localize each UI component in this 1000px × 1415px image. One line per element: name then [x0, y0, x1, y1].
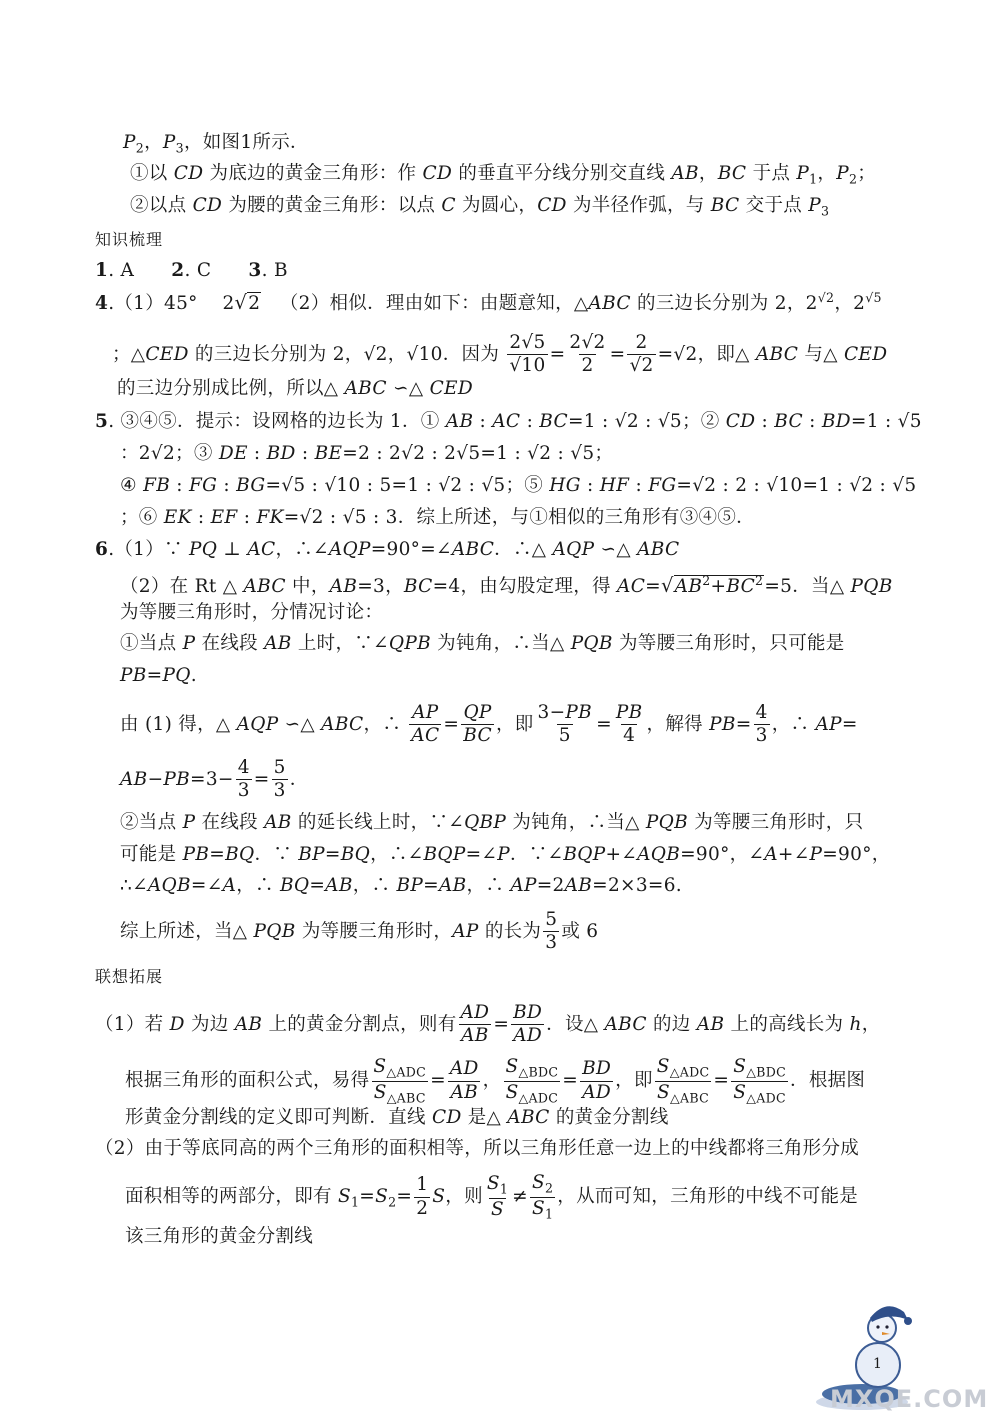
text-line: ；△CED 的三边长分别为 2，√2，√10．因为 $\frac{2√5}{√10}$ = $\frac{2√2}{2}$ = $\frac{2}{√2}$ =√2，即△ ABC 与△ CED	[112, 332, 888, 377]
text-line: （2）由于等底同高的两个三角形的面积相等，所以三角形任意一边上的中线都将三角形分成	[95, 1138, 860, 1159]
text-line: 可能是 PB=BQ．∵ BP=BQ，∴∠BQP=∠P．∵∠BQP+∠AQB=90°，∠A+∠P=90°，	[120, 844, 891, 865]
text-line: AB−PB=3− $\frac{4}{3}$ = $\frac{5}{3}$ ．	[120, 757, 309, 802]
text-line: $P_2$，$P_3$，如图1所示．	[123, 132, 309, 156]
text-line: ②当点 P 在线段 AB 的延长线上时，∵∠QBP 为钝角，∴当△ PQB 为等腰三角形时，只	[120, 812, 864, 833]
text-line: ①以 CD 为底边的黄金三角形：作 CD 的垂直平分线分别交直线 AB，BC 于点 $P_1$，$P_2$；	[130, 163, 877, 187]
answer-line: 6.（1）∵ PQ ⊥ AC，∴∠AQP=90°=∠ABC．∴△ AQP ∽△ ABC	[95, 539, 680, 560]
text-line: 的三边分别成比例，所以△ ABC ∽△ CED	[117, 378, 473, 399]
text-line: 形黄金分割线的定义即可判断．直线 CD 是△ ABC 的黄金分割线	[125, 1107, 669, 1128]
text-line: （1）若 D 为边 AB 上的黄金分割点，则有 $\frac{AD}{AB}$ = $\frac{BD}{AD}$ ．设△ ABC 的边 AB 上的高线长为 h，	[95, 1002, 881, 1047]
watermark-text: MXQE.COM	[830, 1385, 989, 1413]
text-line: ①当点 P 在线段 AB 上时，∵∠QPB 为钝角，∴当△ PQB 为等腰三角形时，只可能是	[120, 633, 845, 654]
text-line: 面积相等的两部分，即有 $S_1=S_2=$ $\frac{1}{2}$ S，则 $\frac{S_1}{S}$ ≠ $\frac{S_2}{S_1}$ ，从而可知，三角形的中线不可能是	[125, 1172, 859, 1222]
answer-line: 1. A 2. C 3. B	[95, 260, 288, 281]
section-heading: 知识梳理	[95, 230, 164, 249]
text-line: ④ FB : FG : BG=√5 : √10 : 5=1 : √2 : √5；⑤ HG : HF : FG=√2 : 2 : √10=1 : √2 : √5	[120, 475, 917, 496]
text-line: ；⑥ EK : EF : FK=√2 : √5 : 3．综上所述，与①相似的三角形有③④⑤．	[120, 507, 755, 528]
text-line: 根据三角形的面积公式，易得 $S_{\triangle ADC}$ $S_{\triangle ABC}$ = $\frac{AD}{AB}$ ， $S_{\triangle BDC}$ $S_{\triangle ADC}$ = $\frac{BD}{AD}$ ，即 $S_{\triangle ADC}$ $S_{\triangle ABC}$ = $S_{\triangle BDC}$ $S_{\triangle ADC}$ ．根据图	[125, 1056, 866, 1106]
page-number: 1	[873, 1356, 883, 1372]
text-line: ②以点 CD 为腰的黄金三角形：以点 C 为圆心，CD 为半径作弧，与 BC 交于点 $P_3$	[130, 195, 830, 219]
text-line: 该三角形的黄金分割线	[125, 1226, 314, 1247]
text-line: （2）在 Rt △ ABC 中，AB=3，BC=4，由勾股定理，得 $AC=√AB^2+BC^2=5$．当△ PQB	[120, 573, 893, 598]
section-heading: 联想拓展	[95, 967, 164, 986]
text-line: 由 (1) 得，△ AQP ∽△ ABC，∴ $\frac{AP}{AC}$ = $\frac{QP}{BC}$ ，即 $\frac{3-PB}{5}$ = $\frac{PB}{4}$ ，解得 PB= $\frac{4}{3}$ ，∴ AP=	[120, 702, 858, 747]
text-line: 综上所述，当△ PQB 为等腰三角形时，AP 的长为 $\frac{5}{3}$ 或 6	[120, 909, 599, 954]
text-line: PB=PQ.	[120, 665, 197, 686]
text-line: ∴∠AQB=∠A，∴ BQ=AB，∴ BP=AB，∴ AP=2AB=2×3=6.	[120, 875, 682, 896]
text-line: ：2√2；③ DE : BD : BE=2 : 2√2 : 2√5=1 : √2 : √5；	[120, 443, 614, 464]
answer-line: 4.（1）45° 2√2 （2）相似．理由如下：由题意知，△ABC 的三边长分别为 2，$2^{√2}$，$2^{√5}$	[95, 290, 882, 315]
text-line: 为等腰三角形时，分情况讨论：	[120, 602, 384, 623]
answer-line: 5. ③④⑤．提示：设网格的边长为 1．① AB : AC : BC=1 : √2 : √5；② CD : BC : BD=1 : √5	[95, 411, 922, 432]
